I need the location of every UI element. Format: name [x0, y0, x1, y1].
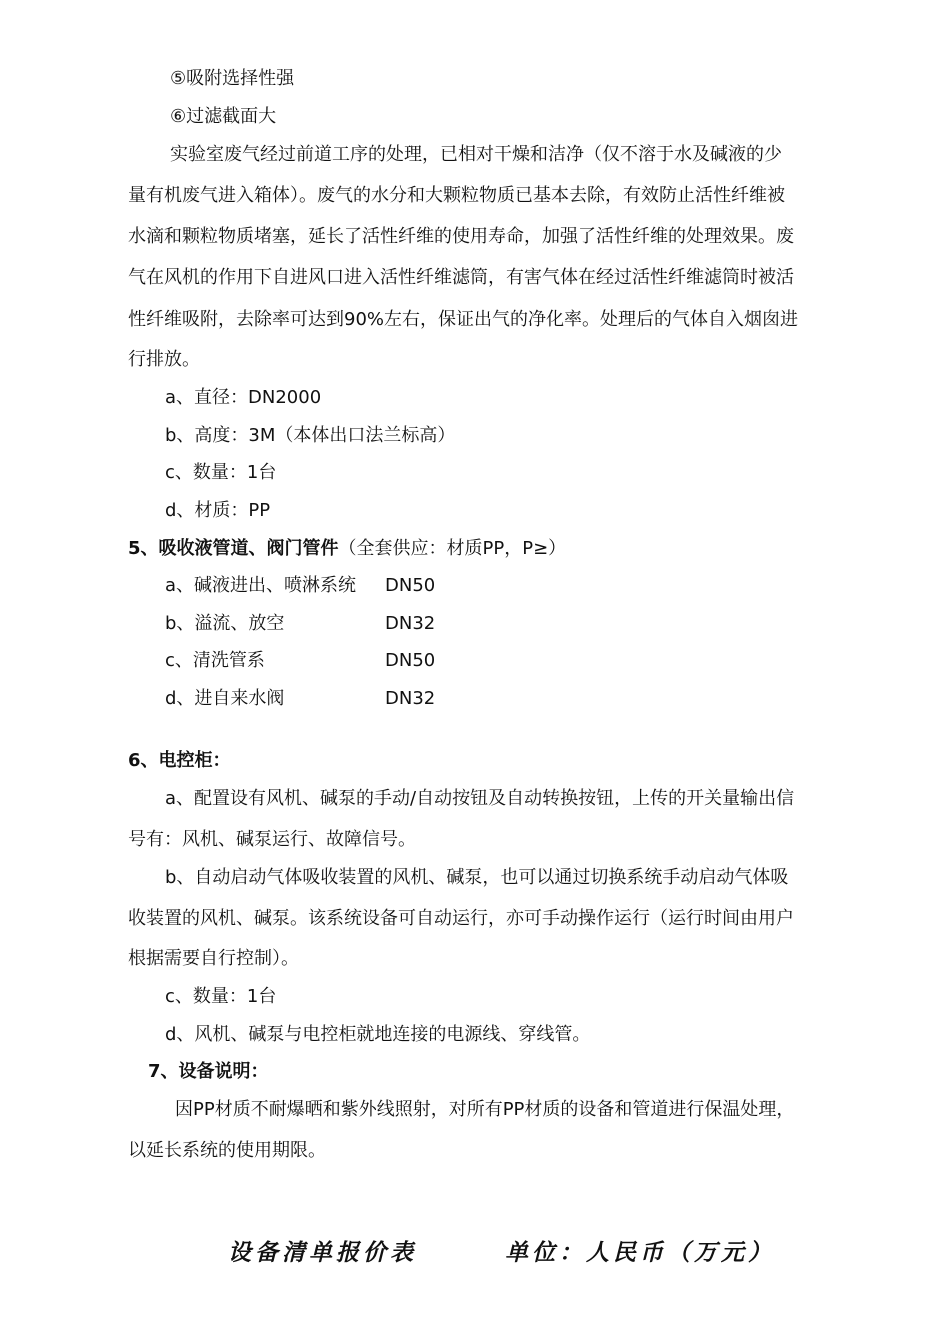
- pipe-size: DN32: [385, 613, 436, 634]
- section-6-heading: 6、电控柜：: [128, 750, 231, 771]
- paragraph-line: c、数量：1台: [165, 986, 277, 1007]
- pipe-name: a、碱液进出、喷淋系统: [165, 575, 357, 596]
- spec-item: b、高度：3M（本体出口法兰标高）: [165, 425, 456, 446]
- paragraph-line: 行排放。: [128, 349, 200, 370]
- pipe-name: c、清洗管系: [165, 650, 265, 671]
- pipe-name: d、进自来水阀: [165, 688, 285, 709]
- section-5-title: 5、吸收液管道、阀门管件: [128, 538, 339, 559]
- section-5-heading: [128, 538, 566, 560]
- paragraph-line: 以延长系统的使用期限。: [128, 1140, 326, 1161]
- pipe-size: DN32: [385, 688, 436, 709]
- paragraph-line: 水滴和颗粒物质堵塞，延长了活性纤维的使用寿命，加强了活性纤维的处理效果。废: [128, 226, 794, 247]
- pipe-name: b、溢流、放空: [165, 613, 285, 634]
- paragraph-line: a、配置设有风机、碱泵的手动/自动按钮及自动转换按钮，上传的开关量输出信: [165, 788, 795, 809]
- paragraph-line: 号有：风机、碱泵运行、故障信号。: [128, 829, 416, 850]
- section-5-note: （全套供应：材质PP，P≥）: [338, 538, 567, 559]
- pipe-size: DN50: [385, 575, 436, 596]
- footer-title: 设备清单报价表: [228, 1239, 417, 1266]
- spec-item: d、材质：PP: [165, 500, 271, 521]
- section-7-heading: 7、设备说明：: [148, 1061, 269, 1082]
- paragraph-line: 根据需要自行控制）。: [128, 948, 299, 969]
- spec-item: c、数量：1台: [165, 462, 277, 483]
- paragraph-line: 实验室废气经过前道工序的处理，已相对干燥和洁净（仅不溶于水及碱液的少: [170, 144, 782, 165]
- paragraph-line: b、自动启动气体吸收装置的风机、碱泵，也可以通过切换系统手动启动气体吸: [165, 867, 789, 888]
- footer-unit: 单位：人民币（万元）: [505, 1239, 775, 1266]
- paragraph-line: 收装置的风机、碱泵。该系统设备可自动运行，亦可手动操作运行（运行时间由用户: [128, 908, 794, 929]
- list-item: ⑤吸附选择性强: [170, 68, 295, 89]
- table-row: [165, 575, 545, 597]
- paragraph-line: 量有机废气进入箱体）。废气的水分和大颗粒物质已基本去除，有效防止活性纤维被: [128, 185, 785, 206]
- table-row: [165, 613, 545, 635]
- paragraph-line: 气在风机的作用下自进风口进入活性纤维滤筒，有害气体在经过活性纤维滤筒时被活: [128, 267, 794, 288]
- paragraph-line: 因PP材质不耐爆晒和紫外线照射，对所有PP材质的设备和管道进行保温处理，: [175, 1099, 795, 1120]
- paragraph-line: 性纤维吸附，去除率可达到90%左右，保证出气的净化率。处理后的气体自入烟囱进: [128, 309, 799, 330]
- table-row: [165, 688, 545, 710]
- spec-item: a、直径：DN2000: [165, 387, 322, 408]
- table-row: [165, 650, 545, 672]
- paragraph-line: d、风机、碱泵与电控柜就地连接的电源线、穿线管。: [165, 1024, 591, 1045]
- pipe-size: DN50: [385, 650, 436, 671]
- list-item: ⑥过滤截面大: [170, 106, 277, 127]
